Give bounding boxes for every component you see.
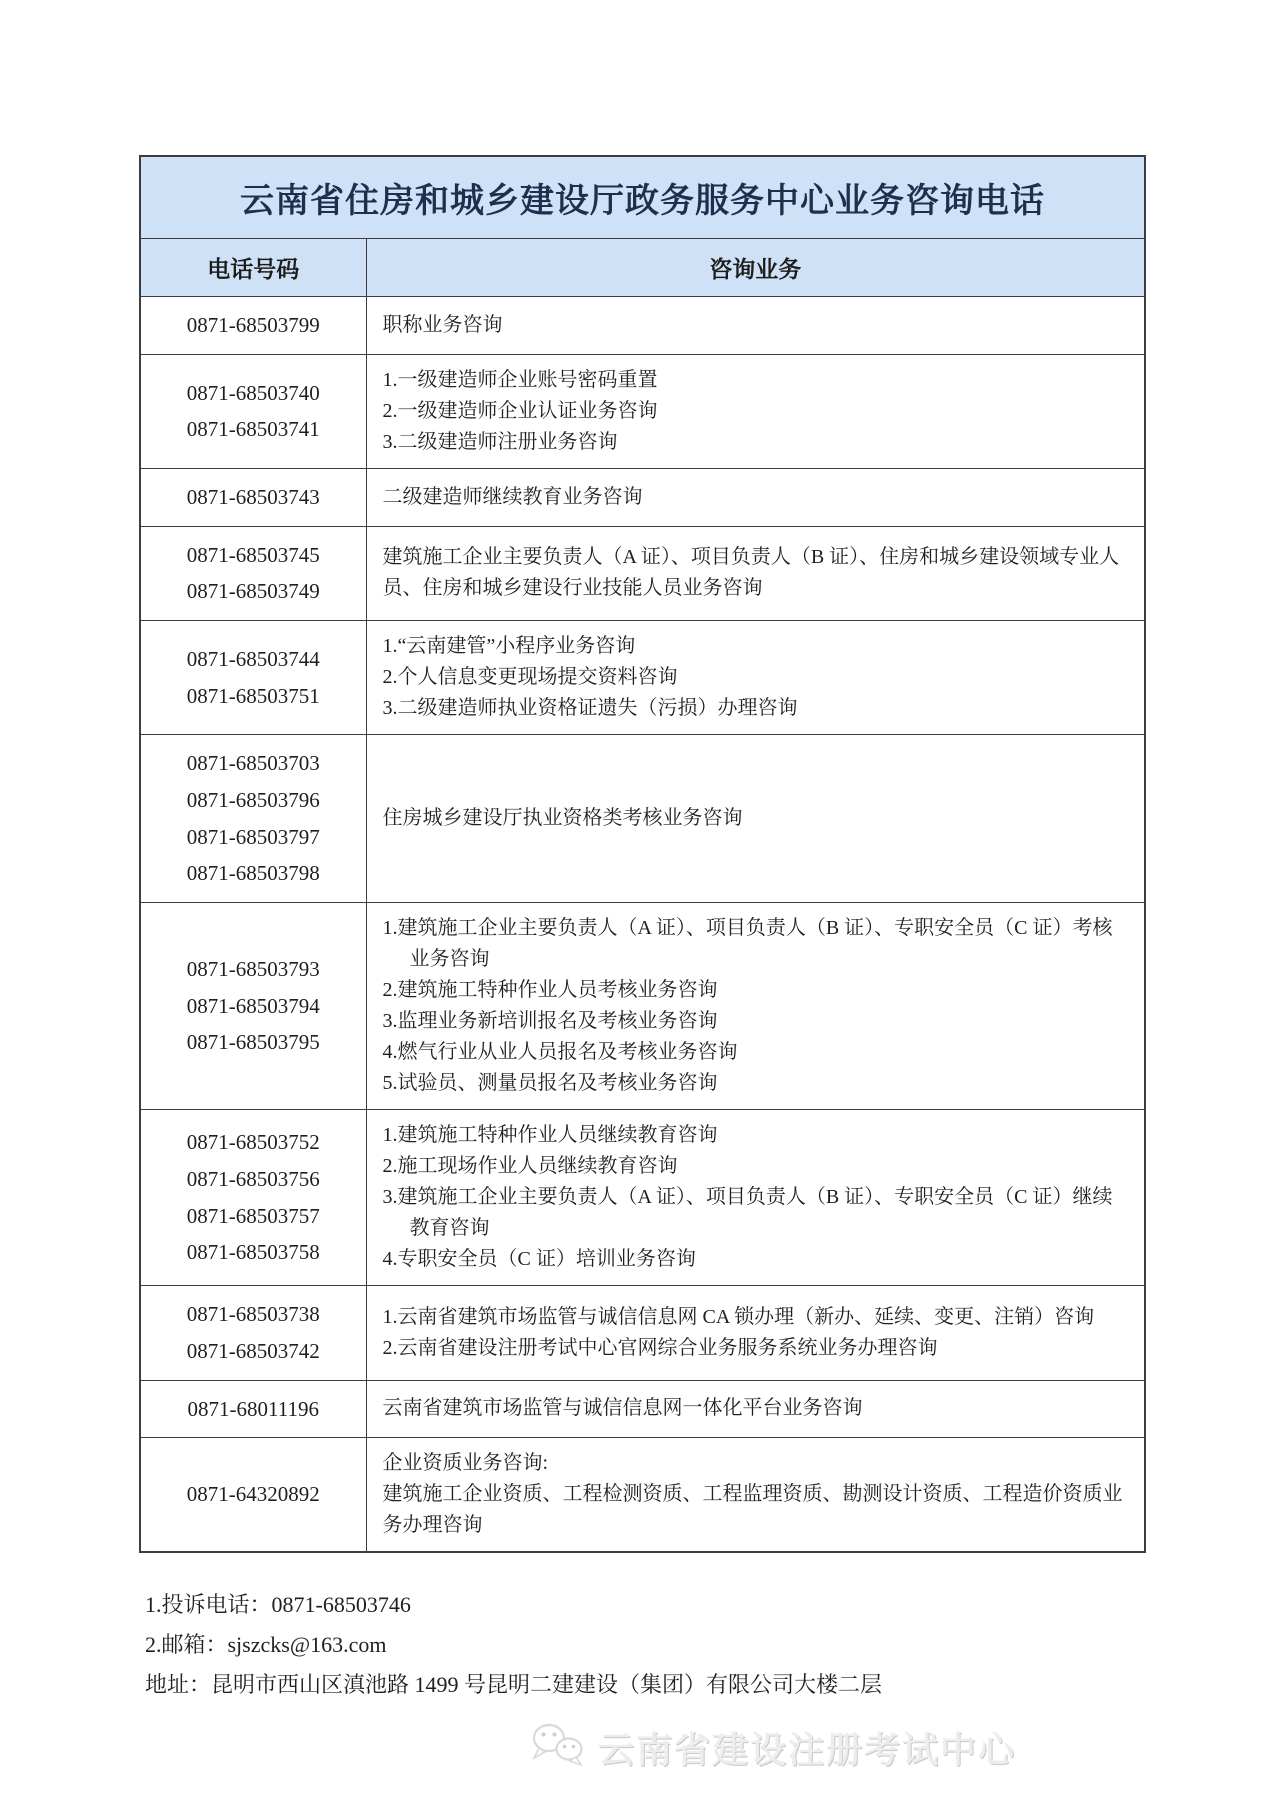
column-header-phone: 电话号码 xyxy=(140,239,366,297)
watermark-text: 云南省建设注册考试中心 xyxy=(597,1730,1016,1771)
service-cell xyxy=(366,1286,1145,1381)
phone-cell xyxy=(140,1438,366,1553)
phone-cell xyxy=(140,526,366,621)
service-item: 企业资质业务咨询: xyxy=(382,1452,549,1475)
service-item: 1.云南省建筑市场监管与诚信信息网 CA 锁办理（新办、延续、变更、注销）咨询 xyxy=(382,1305,1095,1328)
footer-line: 地址：昆明市西山区滇池路 1499 号昆明二建建设（集团）有限公司大楼二层 xyxy=(145,1672,883,1698)
phone-number: 0871-68503744 xyxy=(186,646,320,671)
service-cell xyxy=(366,297,1145,355)
table-body xyxy=(140,297,1145,1553)
phone-number: 0871-68503757 xyxy=(186,1203,320,1228)
phone-number: 0871-68503742 xyxy=(186,1338,320,1363)
phone-number: 0871-68503758 xyxy=(186,1240,320,1265)
phone-cell xyxy=(140,903,366,1110)
phone-cell xyxy=(140,735,366,903)
page-title: 云南省住房和城乡建设厅政务服务中心业务咨询电话 xyxy=(140,156,1145,239)
service-item: 4.专职安全员（C 证）培训业务咨询 xyxy=(382,1248,696,1270)
service-item: 1.一级建造师企业账号密码重置 xyxy=(382,368,658,391)
service-cell xyxy=(366,1380,1145,1438)
service-item: 2.一级建造师企业认证业务咨询 xyxy=(382,399,658,422)
phone-number: 0871-68503798 xyxy=(186,861,320,886)
service-item: 2.建筑施工特种作业人员考核业务咨询 xyxy=(382,979,718,1001)
service-cell xyxy=(366,903,1145,1110)
wechat-icon xyxy=(526,1719,588,1776)
service-item: 1.“云南建管”小程序业务咨询 xyxy=(382,635,636,657)
footer-line: 2.邮箱：sjszcks@163.com xyxy=(145,1632,387,1658)
service-item: 建筑施工企业资质、工程检测资质、工程监理资质、勘测设计资质、工程造价资质业务办理咨询 xyxy=(382,1483,1123,1537)
phone-cell xyxy=(140,468,366,526)
phone-number: 0871-68503795 xyxy=(186,1030,320,1055)
phone-number: 0871-68503793 xyxy=(186,956,320,981)
consultation-phone-table xyxy=(139,155,1146,1553)
service-item: 职称业务咨询 xyxy=(382,313,503,336)
table-row xyxy=(140,621,1145,735)
phone-number: 0871-68503703 xyxy=(186,751,320,775)
phone-number: 0871-68503796 xyxy=(186,787,320,812)
footer-line: 1.投诉电话：0871-68503746 xyxy=(145,1592,411,1618)
service-item: 3.建筑施工企业主要负责人（A 证）、项目负责人（B 证）、专职安全员（C 证）继续教育咨询 xyxy=(382,1186,1113,1239)
phone-number: 0871-68503738 xyxy=(186,1302,320,1326)
phone-number: 0871-68503756 xyxy=(186,1166,320,1191)
service-item: 1.建筑施工特种作业人员继续教育咨询 xyxy=(382,1124,718,1146)
table-row xyxy=(140,903,1145,1110)
table-row xyxy=(140,735,1145,903)
table-row xyxy=(140,1286,1145,1381)
service-cell xyxy=(366,526,1145,621)
phone-number: 0871-68503794 xyxy=(186,993,320,1018)
phone-number: 0871-68503745 xyxy=(186,542,320,567)
phone-number: 0871-68503749 xyxy=(186,579,320,604)
phone-number: 0871-68503740 xyxy=(186,380,320,405)
footer-notes xyxy=(145,1585,1144,1705)
service-item: 2.云南省建设注册考试中心官网综合业务服务系统业务办理咨询 xyxy=(382,1336,938,1359)
table-row xyxy=(140,1438,1145,1553)
phone-number: 0871-68503799 xyxy=(186,313,320,337)
service-cell xyxy=(366,468,1145,526)
service-item: 4.燃气行业从业人员报名及考核业务咨询 xyxy=(382,1041,738,1063)
service-item: 二级建造师继续教育业务咨询 xyxy=(382,485,643,508)
column-header-service: 咨询业务 xyxy=(366,239,1145,297)
table-header-row xyxy=(140,239,1145,297)
phone-cell xyxy=(140,1380,366,1438)
table-row xyxy=(140,468,1145,526)
service-item: 3.二级建造师注册业务咨询 xyxy=(382,430,618,453)
service-item: 2.个人信息变更现场提交资料咨询 xyxy=(382,666,678,688)
table-row xyxy=(140,354,1145,468)
service-cell xyxy=(366,1110,1145,1286)
service-cell xyxy=(366,621,1145,735)
service-cell xyxy=(366,354,1145,468)
service-cell xyxy=(366,1438,1145,1553)
service-item: 2.施工现场作业人员继续教育咨询 xyxy=(382,1155,678,1177)
phone-cell xyxy=(140,1110,366,1286)
phone-number: 0871-68503752 xyxy=(186,1130,320,1154)
service-item: 建筑施工企业主要负责人（A 证）、项目负责人（B 证）、住房和城乡建设领域专业人员、住房和城乡建设行业技能人员业务咨询 xyxy=(382,546,1120,600)
phone-number: 0871-68503743 xyxy=(186,484,320,509)
service-item: 云南省建筑市场监管与诚信信息网一体化平台业务咨询 xyxy=(382,1397,863,1420)
table-title-row xyxy=(140,156,1145,239)
service-item: 3.监理业务新培训报名及考核业务咨询 xyxy=(382,1010,718,1032)
phone-cell xyxy=(140,621,366,735)
service-item: 5.试验员、测量员报名及考核业务咨询 xyxy=(382,1072,718,1094)
phone-cell xyxy=(140,1286,366,1381)
phone-cell xyxy=(140,354,366,468)
service-cell xyxy=(366,735,1145,903)
phone-number: 0871-68011196 xyxy=(187,1396,319,1421)
table-row xyxy=(140,297,1145,355)
phone-number: 0871-64320892 xyxy=(186,1482,320,1507)
phone-number: 0871-68503751 xyxy=(186,683,320,708)
table-row xyxy=(140,1380,1145,1438)
table-row xyxy=(140,526,1145,621)
service-item: 1.建筑施工企业主要负责人（A 证）、项目负责人（B 证）、专职安全员（C 证）考核业务咨询 xyxy=(382,917,1113,970)
phone-cell xyxy=(140,297,366,355)
service-item: 3.二级建造师执业资格证遗失（污损）办理咨询 xyxy=(382,697,798,719)
table-row xyxy=(140,1110,1145,1286)
phone-number: 0871-68503741 xyxy=(186,417,320,442)
service-item: 住房城乡建设厅执业资格类考核业务咨询 xyxy=(382,807,743,829)
phone-number: 0871-68503797 xyxy=(186,824,320,849)
watermark xyxy=(139,1719,1016,1776)
